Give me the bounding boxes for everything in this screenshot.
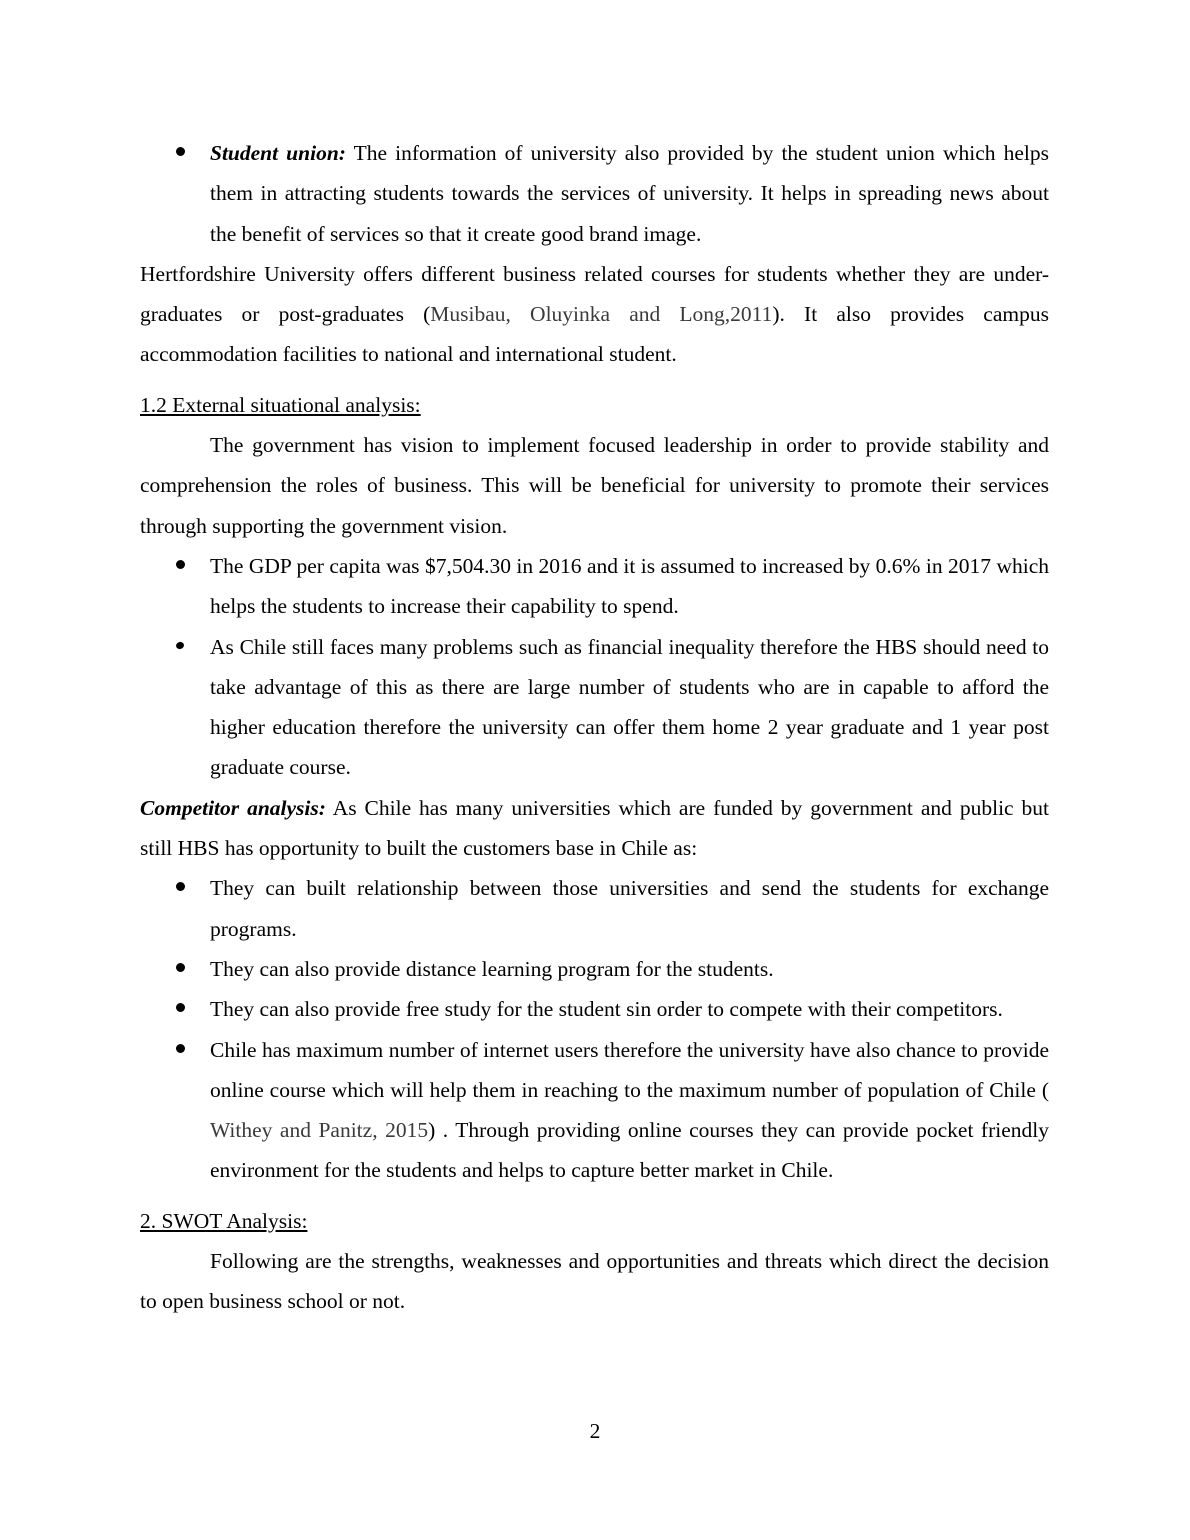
bullet-gdp [140,546,1049,627]
bullet-free-study-text: They can also provide free study for the student sin order to compete with their competitors. [210,997,1003,1022]
bullet-dot-icon [176,560,185,569]
bullet-free-study [140,989,1049,1029]
bullet-dot-icon [175,640,185,649]
swot-paragraph: Following are the strengths, weaknesses and opportunities and threats which direct the decision to open business school or not. [140,1249,1049,1314]
competitor-label: Competitor analysis: [140,795,326,820]
competitor-paragraph [140,788,1049,869]
hertfordshire-paragraph [140,254,1049,375]
bullet-chile-inequality [140,627,1049,788]
bullet-student-union [140,133,1049,254]
bullet-dot-icon [176,1044,185,1053]
bullet-internet-text-after: ) . Through providing online courses they can provide pocket friendly environment for the students and helps to capture better market in Chile. [210,1118,1049,1183]
bullet-distance-learning [140,949,1049,989]
bullet-dot-icon [176,963,185,972]
bullet-distance-learning-text: They can also provide distance learning program for the students. [210,956,774,981]
student-union-text: The information of university also provided by the student union which helps them in attracting students towards the services of university. It helps in spreading news about the benefit of services so that it create good brand image. [210,141,1049,246]
external-paragraph: The government has vision to implement focused leadership in order to provide stability and comprehension the roles of business. This will be beneficial for university to promote their services through supporting the government vision. [140,433,1049,538]
bullet-dot-icon [176,1003,185,1012]
citation-withey: Withey and Panitz, 2015 [210,1118,429,1143]
bullet-internet-text-before: Chile has maximum number of internet users therefore the university have also chance to provide online course which will help them in reaching to the maximum number of population of Chile ( [210,1037,1049,1102]
page-number: 2 [589,1419,601,1443]
bullet-relationship [140,868,1049,949]
competitor-text: As Chile has many universities which are funded by government and public but still HBS has opportunity to built the customers base in Chile as: [140,795,1049,861]
student-union-label: Student union: [210,141,346,165]
bullet-internet-users [140,1030,1049,1191]
bullet-dot-icon [176,147,185,156]
citation-musibau: Musibau, Oluyinka and Long,2011 [430,302,773,327]
hertfordshire-text-after: ). It also provides campus accommodation facilities to national and international student. [140,302,1049,367]
bullet-dot-icon [176,882,185,891]
bullet-chile-inequality-text: As Chile still faces many problems such as financial inequality therefore the HBS should need to take advantage of this as there are large number of students who are in capable to afford the higher education therefore the university can offer them home 2 year graduate and 1 year post graduate course. [210,634,1049,780]
heading-external-analysis: 1.2 External situational analysis: [140,392,421,417]
page-content [140,133,1049,1322]
heading-swot-analysis: 2. SWOT Analysis: [140,1208,308,1233]
hertfordshire-text-before: Hertfordshire University offers different business related courses for students whether they are under-graduates or post-graduates ( [140,261,1049,327]
bullet-gdp-text: The GDP per capita was $7,504.30 in 2016 and it is assumed to increased by 0.6% in 2017 which helps the students to increase their capability to spend. [210,553,1049,619]
bullet-relationship-text: They can built relationship between those universities and send the students for exchange programs. [210,876,1049,941]
